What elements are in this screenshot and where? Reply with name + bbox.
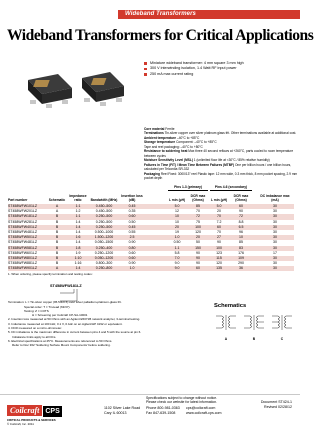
table-cell: 30 [273, 219, 277, 224]
brand-name: Coilcraft [7, 405, 42, 416]
table-cell: ST458WFW401LZ [8, 224, 37, 229]
footer-divider [0, 394, 300, 395]
table-cell: 100 [195, 224, 201, 229]
address [104, 406, 140, 416]
table-cell: ST458WFW181LZ [8, 214, 37, 219]
table-cell: 120 [216, 261, 222, 266]
document-number: Document ST424-1 [260, 400, 292, 404]
col-header: L min (µH) [168, 198, 186, 203]
table-cell: 9.0 [174, 266, 180, 271]
note: Refer to Doc 362 'Soldering Surface Mount Components' before soldering. [12, 343, 111, 348]
table-cell: 30 [273, 214, 277, 219]
note: 3. Inductance measured at 100 kHz, 0.1 V, 0 Adc on an Agilent/HP 4192 or equivalent. [8, 321, 123, 326]
note: Imbalance limits apply to all DCs. [12, 334, 57, 339]
note: H = Screening per Coilcraft CP-SA-10001 [32, 313, 88, 318]
table-cell: 70 [196, 209, 200, 214]
note: 4. DCR measured on a micro-ohmmeter. [8, 326, 63, 331]
table-cell: B [55, 255, 59, 260]
schematic-c-diagram [270, 314, 294, 332]
table-cell: 10 [175, 214, 179, 219]
contact-info [146, 406, 180, 416]
notice-line: Please check our website for latest information. [146, 400, 218, 405]
table-cell: 60 [239, 204, 243, 208]
table-cell: 72 [196, 214, 200, 219]
table-cell: 0.60 [128, 214, 136, 219]
col-header: DC imbalance max (mA) [260, 194, 290, 203]
table-cell: 6.5 [238, 224, 244, 229]
table-cell: 2.5 [129, 235, 135, 240]
coilcraft-logo [7, 400, 107, 426]
table-cell: 0.35 [128, 209, 136, 214]
spec-item: Storage temperature Component: –40°C to +85°C [144, 140, 217, 145]
table-cell: 0.45 [128, 204, 136, 208]
page-title: Wideband Transformers for Critical Applications [7, 27, 314, 44]
table-cell: B [55, 250, 59, 255]
table-cell: 123 [216, 250, 222, 255]
note: 2. Insertion loss measured at 50 Ohms with an Agilent E5071B network analyzer, 3-terminal testing. [8, 317, 141, 322]
table-cell: ST458WFW901LZ [8, 266, 37, 271]
table-cell: 27 [217, 235, 221, 240]
note: 6. Electrical specifications at 25°C. Measurements are referenced to 50 Ohms. [8, 338, 113, 343]
table-cell: 1:6 [75, 235, 81, 240]
document-info [226, 400, 292, 410]
spec-item: Terminations Tin-silver copper over silver platinum glass frit. Other terminations available at additional cost. [144, 131, 297, 136]
table-cell: ST458WFW101LZ [8, 204, 37, 208]
table-cell: 30 [273, 240, 277, 245]
table-cell: 0.450–500 [95, 204, 113, 208]
table-cell: 90 [196, 261, 200, 266]
col-header: DCR max (Ohms) [233, 194, 249, 203]
table-cell: 176 [238, 250, 244, 255]
table-cell: 0.250–500 [95, 214, 113, 219]
table-cell: B [55, 235, 59, 240]
col-header: Bandwidth (MHz) [90, 198, 118, 203]
table-header [8, 182, 294, 204]
note: 5. DC imbalance is the maximum difference in current between pins 4 and 5 with the source at pin 6. [8, 330, 142, 335]
table-cell: 0.250–500 [95, 219, 113, 224]
table-cell: 36 [239, 266, 243, 271]
table-cell: 0.50 [173, 240, 181, 245]
table-cell: 7.0 [174, 255, 180, 260]
spec-item: Tape and reel packaging: –40°C to +80°C [144, 144, 203, 149]
table-cell: 1.1 [174, 245, 180, 250]
note: Special order: T = Tin-lead (63/37). [24, 304, 71, 309]
table-cell: 30 [273, 224, 277, 229]
table-cell: 0.800–300 [95, 261, 113, 266]
table-cell: 1:4 [75, 266, 81, 271]
col-header: Impedance ratio [69, 194, 87, 203]
table-cell: 19 [175, 229, 179, 234]
schematic-c [270, 314, 294, 341]
table-cell: B [55, 245, 59, 250]
table-cell: 0.250–800 [95, 266, 113, 271]
schematics-title: Schematics [214, 303, 247, 309]
table-cell: 90 [239, 209, 243, 214]
table-cell: 1:10 [74, 255, 82, 260]
table-cell: ST458WFW801LZ [8, 255, 37, 260]
note: 1. When ordering, please specify termination and testing codes: [8, 272, 93, 276]
table-cell: B [55, 224, 59, 229]
address-line: 1102 Silver Lake Road [104, 406, 141, 410]
schematic-label: B [252, 337, 256, 341]
brand-cps: CPS [45, 408, 60, 415]
group-header-primary: Pins 1-3 (primary) [168, 186, 208, 191]
table-cell: 5.8 [174, 250, 180, 255]
table-cell: 0.90 [128, 261, 136, 266]
table-cell: B [55, 261, 59, 266]
table-cell: 60 [217, 224, 221, 229]
table-cell: 70 [217, 214, 221, 219]
table-cell: 1:2 [75, 209, 81, 214]
note: Termination: L = Tin-silver copper (95.5/4/0.5) over silver palladium-platinum-glass frit. [8, 300, 122, 305]
table-cell: A [55, 204, 59, 208]
notice-line: Specifications subject to change without notice. [146, 396, 218, 400]
table-cell: 0.050–1500 [94, 240, 114, 245]
phone: Phone 800-981-0363 [146, 406, 180, 410]
table-cell: 1.0 [174, 235, 180, 240]
fax: Fax 847-639-1508 [146, 410, 176, 415]
table-cell: 0.90 [128, 240, 136, 245]
table-cell: 50 [196, 240, 200, 245]
table-cell: 20 [175, 224, 179, 229]
table-cell: 1.0 [129, 266, 135, 271]
table-cell: 7.2 [216, 219, 222, 224]
spec-item: Core material Ferrite [144, 127, 175, 131]
table-cell: 100 [216, 245, 222, 250]
table-cell: 1:1 [75, 214, 81, 219]
table-cell: 109 [238, 255, 244, 260]
table-cell: 85 [196, 204, 200, 208]
table-cell: 10 [239, 235, 243, 240]
product-photo [10, 60, 132, 122]
spec-item: Resistance to soldering heat Max three 40 second reflows at +260°C, parts cooled to room temperature between cycles [144, 149, 294, 158]
table-cell: 90 [196, 255, 200, 260]
table-cell: 30 [273, 245, 277, 250]
table-cell: B [55, 219, 59, 224]
table-cell: 115 [216, 255, 222, 260]
col-header: L min (µH) [210, 198, 228, 203]
part-number-text: ST458WFW181LZ [50, 284, 82, 288]
col-header: Insertion loss (dB) [121, 194, 143, 203]
table-cell: 60 [196, 266, 200, 271]
table-cell: ST458WFW481LZ [8, 229, 37, 234]
table-cell: 1:4 [75, 229, 81, 234]
table-cell: ST458WFW501LZ [8, 235, 37, 240]
table-cell: 0.250–500 [95, 224, 113, 229]
table-cell: 0.60 [128, 250, 136, 255]
schematic-label: C [280, 337, 284, 341]
web-link[interactable]: www.coilcraft-cps.com [186, 410, 222, 415]
table-cell: 1.500–1200 [94, 235, 114, 240]
col-header: DCR max (Ohms) [190, 194, 206, 203]
table-cell: 0.050–1200 [94, 255, 114, 260]
table-cell: 30 [273, 235, 277, 240]
brand-subtitle: CRITICAL PRODUCTS & SERVICES [7, 418, 56, 422]
schematic-a-diagram [214, 314, 238, 332]
feature-item: 300 V interwinding isolation, 1.4 Watt RF input power [144, 66, 299, 71]
online-info [186, 406, 222, 416]
table-cell: ST458WFW581LZ [8, 245, 37, 250]
table-cell: 5.0 [174, 204, 180, 208]
table-cell: ST458WFW281LZ [8, 219, 37, 224]
spec-list [144, 127, 299, 180]
table-cell: 1:4 [75, 240, 81, 245]
schematic-b [242, 314, 266, 341]
copyright: © Coilcraft, Inc. 2011 [7, 421, 34, 426]
table-cell: ST458WFW201LZ [8, 209, 37, 214]
address-line: Cary IL 60013 [104, 410, 127, 415]
table-cell: B [55, 214, 59, 219]
spec-table [8, 182, 294, 271]
table-cell: 8.8 [238, 219, 244, 224]
table-cell: 30 [273, 261, 277, 266]
note: Testing: Z = COTS [24, 308, 49, 313]
col-header: Part number [8, 198, 28, 203]
table-cell: 12 [175, 209, 179, 214]
schematic-label: A [224, 337, 228, 341]
category-bar [118, 10, 300, 19]
table-cell: 0.45 [128, 224, 136, 229]
spec-item: Ambient temperature –40°C to +85°C [144, 135, 200, 140]
table-cell: 70 [217, 229, 221, 234]
table-cell: 96 [239, 229, 243, 234]
table-cell: 85 [239, 240, 243, 245]
spec-item: Failures in Time (FIT) / Mean Time Between Failures (MTBF) One per billion hours / one billion hours, calculated per Telcordia SR-332 [144, 162, 292, 172]
table-cell: 75 [196, 219, 200, 224]
category-label: Wideband Transformers [125, 11, 196, 17]
table-cell: 135 [216, 266, 222, 271]
table-cell: 0.50 [128, 219, 136, 224]
table-cell: 30 [273, 204, 277, 208]
table-cell: 30 [273, 229, 277, 234]
group-header-secondary: Pins 4-6 (secondary) [210, 186, 252, 191]
table-cell: 90 [196, 250, 200, 255]
table-cell: 30 [273, 255, 277, 260]
table-cell: 150 [195, 245, 201, 250]
table-cell: 120 [195, 229, 201, 234]
spec-item: Packaging Reel Fixed: 3000/13" reel Plastic tape: 12 mm wide, 0.3 mm thick, 8 mm pocket spacing, 2.9 mm pocket depth [144, 171, 298, 180]
table-cell: 20 [196, 235, 200, 240]
table-cell: 0.55 [128, 229, 136, 234]
table-cell: 0.500–1000 [94, 229, 114, 234]
table-cell: B [55, 229, 59, 234]
table-cell: 0.80 [128, 245, 136, 250]
table-cell: 72 [239, 214, 243, 219]
schematic-b-diagram [242, 314, 266, 332]
table-cell: 1:8 [75, 245, 81, 250]
table-cell: 0.250–400 [95, 245, 113, 250]
table-cell: 0.450–500 [95, 209, 113, 214]
table-cell: 290 [238, 261, 244, 266]
table-body [8, 204, 294, 271]
col-header: Schematic [48, 198, 66, 203]
table-cell: 1:4 [75, 219, 81, 224]
spec-item: Moisture Sensitivity Level (MSL) 1 (unlimited floor life at <30°C / 85% relative humidity) [144, 158, 270, 163]
schematic-a [214, 314, 238, 341]
table-cell: 1:4 [75, 224, 81, 229]
feature-list [144, 61, 299, 77]
table-cell: 1:9 [75, 250, 81, 255]
table-cell: 0.60 [128, 255, 136, 260]
table-cell: 1:16 [74, 261, 82, 266]
table-cell: 17 [273, 250, 277, 255]
table-cell: 5.0 [216, 204, 222, 208]
revised-date: Revised 02/28/12 [264, 404, 292, 409]
table-cell: 83 [239, 245, 243, 250]
spec-notice [146, 396, 217, 404]
table-cell: 30 [273, 266, 277, 271]
table-cell: 1:1 [75, 204, 81, 208]
table-row [8, 266, 294, 271]
table-cell: A [55, 266, 59, 271]
table-cell: B [55, 240, 59, 245]
table-cell: ST458WFW481LZ [8, 240, 37, 245]
feature-item: 250 mA max current rating [144, 72, 299, 77]
table-cell: 9.0 [174, 261, 180, 266]
table-cell: 0.250–1200 [94, 250, 114, 255]
table-cell: ST458WFW601LZ [8, 250, 37, 255]
table-cell: A [55, 209, 59, 214]
feature-item: Miniature wideband transformer: 4 mm square 3 mm high [144, 61, 299, 66]
table-cell: ST458WFW881LZ [8, 261, 37, 266]
part-number-example [24, 284, 134, 304]
table-cell: 20 [217, 209, 221, 214]
table-cell: 30 [273, 209, 277, 214]
email-link[interactable]: cps@coilcraft.com [186, 406, 216, 410]
table-cell: 90 [217, 240, 221, 245]
table-cell: 10 [175, 219, 179, 224]
